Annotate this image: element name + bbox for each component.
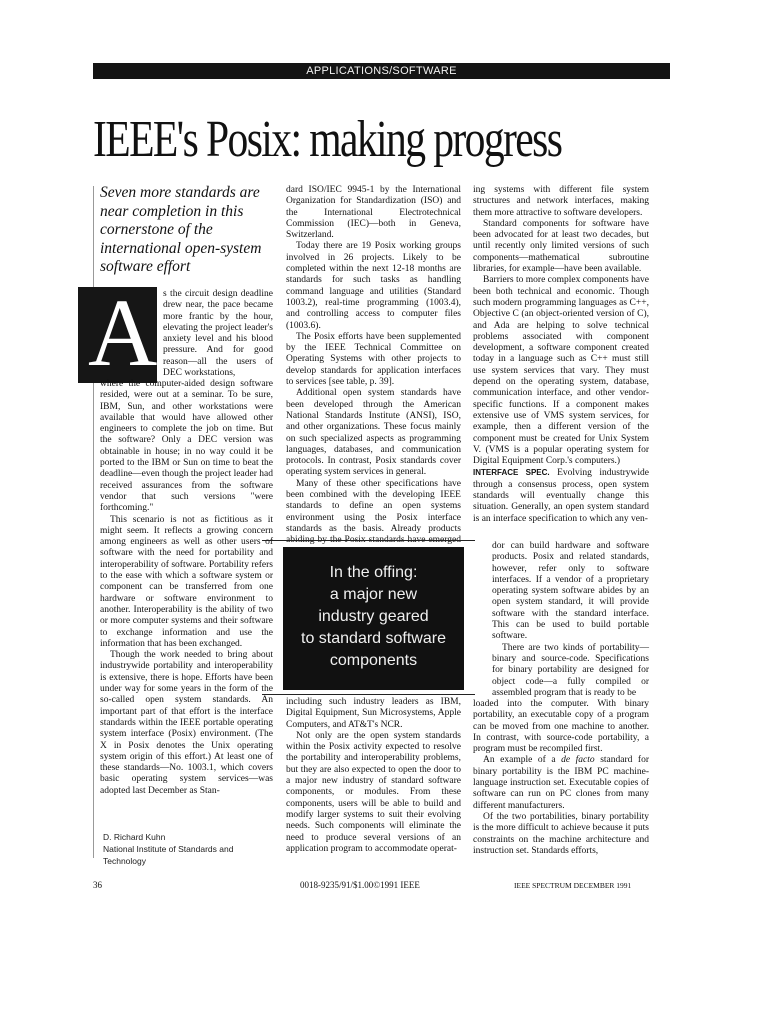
col2-bottom	[286, 697, 461, 855]
paragraph: Many of these other specifications have been combined with the developing IEEE standards to define an open systems environment using the Posix interface standards as the basis. Already products abiding by the Posix standards have emerged	[286, 478, 461, 546]
footer-publication: IEEE SPECTRUM DECEMBER 1991	[514, 881, 632, 890]
paragraph: Standard components for software have been advocated for at least two decades, but until recently only limited versions of such components—mathematical subroutine libraries, for example—have been available.	[473, 218, 649, 275]
pullquote-line: In the offing:	[329, 564, 418, 581]
pullquote-rule-bottom	[262, 694, 475, 695]
paragraph: The Posix efforts have been supplemented by the IEEE Technical Committee on Operating Systems with other projects to develop standards for application interfaces to services [see table, p. 39].	[286, 331, 461, 388]
pullquote-line: components	[329, 652, 418, 669]
paragraph: including such industry leaders as IBM, Digital Equipment, Sun Microsystems, Apple Computers, and AT&T's NCR.	[286, 697, 461, 730]
col3-mid	[492, 541, 649, 699]
page-number: 36	[93, 880, 102, 890]
author-name: D. Richard Kuhn	[103, 832, 166, 842]
paragraph: Today there are 19 Posix working groups involved in 26 projects. Likely to be completed within the next 12-18 months are standards for such tasks as handling command language and utilities (Standard 1003.2), real-time programming (1003.4), and controlling access to computer files (1003.6).	[286, 241, 461, 331]
pullquote-line: to standard software	[301, 630, 446, 647]
drop-cap	[78, 279, 158, 386]
paragraph: There are two kinds of portability—binary and source-code. Specifications for binary portability are designed for object code—a fully compiled or assembled program that is ready to be	[492, 642, 649, 698]
paragraph: dard ISO/IEC 9945-1 by the International Organization for Standardization (ISO) and the International Electrotechnical Commission (IEC)—both in Geneva, Switzerland.	[286, 185, 461, 241]
author-affiliation: National Institute of Standards and Technology	[103, 844, 234, 866]
article-headline: IEEE's Posix: making progress	[93, 111, 562, 168]
paragraph-part: standard for binary portability is the IBM PC machine-language instruction set. Executable copies of software can run on PC clones from many different manufacturers.	[473, 755, 649, 811]
section-banner: APPLICATIONS/SOFTWARE	[93, 63, 670, 79]
paragraph: loaded into the computer. With binary portability, an executable copy of a program can be moved from one machine to another. In contrast, with source-code portability, a program must be recompiled first.	[473, 699, 649, 755]
paragraph-part: An example of a	[483, 755, 562, 766]
col1-top-text	[163, 289, 273, 379]
subhead: INTERFACE SPEC.	[473, 468, 550, 478]
paragraph: Barriers to more complex components have been both technical and economic. Though such modern programming languages as C++, Objective C (an object-oriented version of C), and Ada are helping to solve technical problems associated with component development, a software component created today in a language such as C++ must still use system services that vary. They must depend on the operating system, database, communication interface, and other vendor-specific functions. If a component makes extensive use of VMS system services, for example, then a different version of the component must be created for Unix System V. (VMS is a popular operating system for Digital Equipment Corp.'s computers.)	[473, 275, 649, 467]
paragraph: Not only are the open system standards within the Posix activity expected to resolve the portability and interoperability problems, but they are also expected to open the door to a major new industry of standard software components, or modules. From these components, users will be able to build and modify larger systems to suit their evolving needs. Such components will eliminate the need to produce several versions of an application program to accommodate operat-	[286, 730, 461, 854]
byline	[103, 831, 273, 867]
pullquote-rule-top	[262, 540, 475, 541]
pullquote-line: industry geared	[318, 608, 429, 625]
paragraph: Though the work needed to bring about industrywide portability and interoperability is extensive, there is hope. Efforts have been under way for some years in the form of the so-called open system standards. An important part of that effort is the interface standards within the IEEE portable operating system interface (Posix) environment. (The X in Posix denotes the Unix operating system origin of this effort.) At least one of these standards—No. 1003.1, which covers basic operating system services—was adopted last December as Stan-	[100, 650, 273, 796]
pullquote	[283, 547, 464, 690]
paragraph: dor can build hardware and software products. Posix and related standards, however, refer only to software interfaces. If a vendor of a proprietary operating system software abides by an open system standard, it will provide software with the standard interface. This can be used to build portable software.	[492, 541, 649, 642]
paragraph: s the circuit design deadline drew near, the pace became more frantic by the hour, elevating the project leader's anxiety level and his blood pressure. And for good reason—all the users of DEC workstations,	[163, 289, 273, 379]
col3-bottom	[473, 699, 649, 857]
col3-top	[473, 185, 649, 525]
pullquote-line: a major new	[329, 586, 418, 603]
paragraph: Evolving industrywide through a consensus process, open system standards will eventually change this situation. Generally, an open system standard is an interface specification to which any ven-	[473, 468, 649, 524]
article-deck: Seven more standards are near completion in this cornerstone of the international open-system software effort	[100, 184, 262, 275]
drop-cap-letter: A	[88, 279, 158, 386]
italic-term: de facto	[561, 755, 595, 766]
col1-body	[100, 379, 273, 797]
paragraph: where the computer-aided design software resided, were out at a seminar. To be sure, IBM, Sun, and other workstations were available that would have allowed other engineers to complete the job on time. But the software? Only a DEC version was obtainable in house; in no way could it be ported to the IBM or Sun on time to beat the deadline—even though the project leader had received assurances from the software vendor that such versions "were forthcoming."	[100, 379, 273, 514]
paragraph: Additional open system standards have been developed through the American National Standards Institute (ANSI), ISO, and other organizations. These focus mainly on such specialized aspects as programming languages, databases, and communication protocols. In contrast, Posix standards cover operating system services in general.	[286, 388, 461, 478]
paragraph: This scenario is not as fictitious as it might seem. It reflects a growing concern among engineers as well as other users of software with the need for portability and interoperability of software. Portability refers to the ease with which a software system or component can be transferred from one hardware or software environment to another. Interoperability is the ability of two or more computer systems and their software to exchange information and use the information that has been exchanged.	[100, 514, 273, 649]
footer-code: 0018-9235/91/$1.00©1991 IEEE	[300, 880, 420, 890]
col2-top	[286, 185, 461, 558]
paragraph: ing systems with different file system structures and network interfaces, making them more attractive to software developers.	[473, 185, 649, 218]
paragraph: Of the two portabilities, binary portability is the more difficult to achieve because it puts constraints on the machine architecture and instruction set. Standards efforts,	[473, 811, 649, 856]
